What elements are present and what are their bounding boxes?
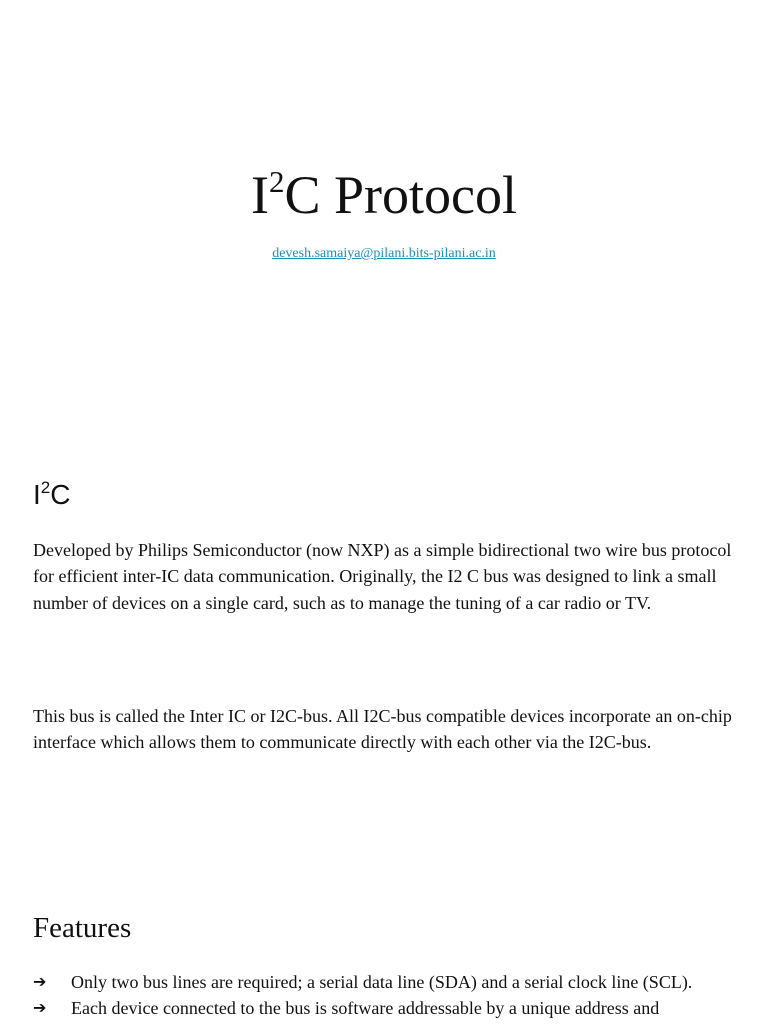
title-superscript: 2 [268, 164, 285, 199]
i2c-paragraph-2: This bus is called the Inter IC or I2C-bus. All I2C-bus compatible devices incorporate an on-chip interface which allows them to communicate directly with each other via the I2C-bus. [33, 706, 732, 753]
title-rest: C Protocol [284, 165, 517, 225]
i2c-heading-base: I [33, 479, 41, 510]
list-item [33, 995, 743, 1021]
i2c-paragraph-1: Developed by Philips Semiconductor (now NXP) as a simple bidirectional two wire bus protocol for efficient inter-IC data communication. Originally, the I2 C bus was designed to link a small number of devices on a single card, such as to manage the tuning of a car radio or TV. [33, 540, 732, 613]
i2c-heading-rest: C [50, 479, 71, 510]
feature-text: Each device connected to the bus is software addressable by a unique address and [71, 998, 660, 1018]
arrow-right-icon: ➔ [33, 972, 47, 991]
section-heading-i2c [33, 475, 70, 515]
author-email [0, 245, 768, 263]
features-list [33, 969, 743, 1021]
author-email-link[interactable]: devesh.samaiya@pilani.bits-pilani.ac.in [272, 246, 496, 261]
arrow-right-icon: ➔ [33, 998, 47, 1017]
section-heading-features: Features [33, 912, 132, 944]
title-base: I [251, 165, 269, 225]
document-title [0, 162, 768, 228]
list-item [33, 969, 743, 995]
feature-text: Only two bus lines are required; a serial data line (SDA) and a serial clock line (SCL). [71, 972, 693, 992]
i2c-heading-superscript: 2 [40, 477, 51, 497]
